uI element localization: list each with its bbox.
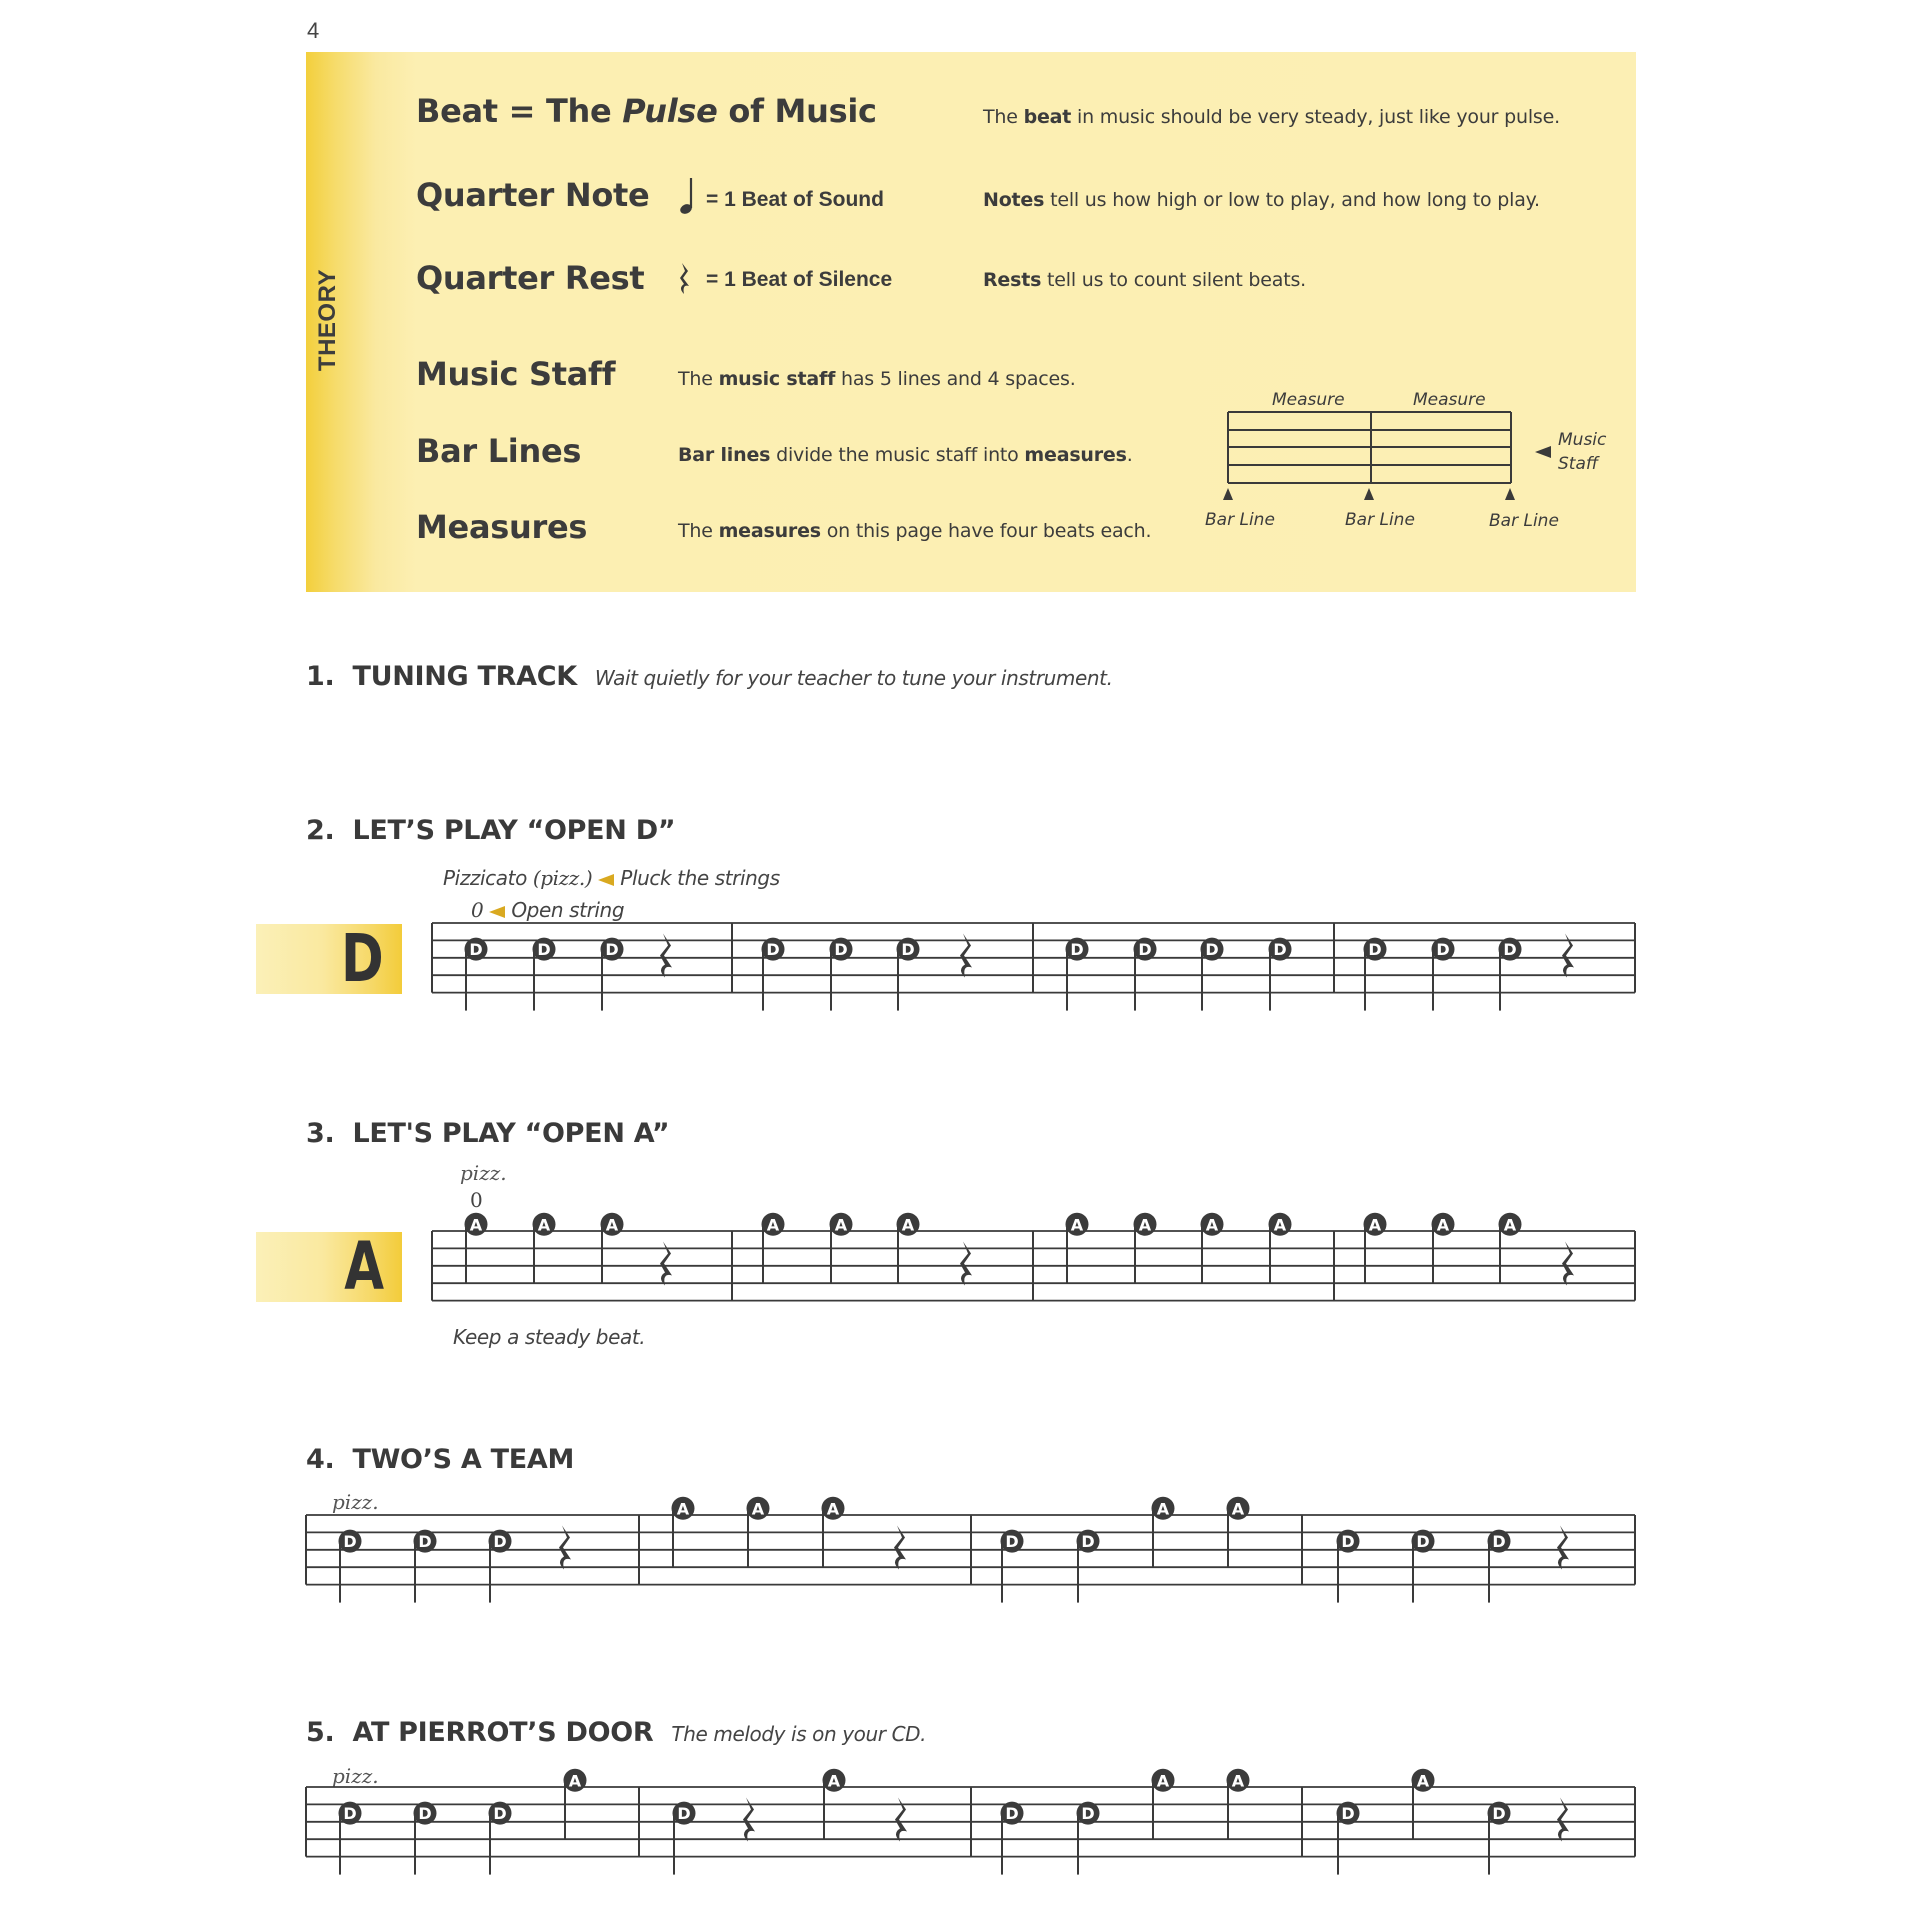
quarter-rest-equals: = 1 Beat of Silence — [706, 268, 893, 291]
note-d — [1488, 1530, 1511, 1603]
svg-text:D: D — [343, 1532, 357, 1552]
theory-term-beat: Beat = The Pulse of Music — [416, 92, 877, 130]
svg-text:D: D — [766, 940, 780, 960]
svg-text:D: D — [1273, 940, 1287, 960]
svg-text:D: D — [1341, 1532, 1355, 1552]
theory-desc-bar-lines: Bar lines divide the music staff into measures. — [678, 444, 1133, 466]
diagram-bar-line-label-2: Bar Line — [1345, 510, 1415, 530]
theory-term-quarter-note: Quarter Note — [416, 176, 650, 214]
svg-text:D: D — [1081, 1532, 1095, 1552]
theory-term-music-staff: Music Staff — [416, 355, 616, 393]
svg-text:D: D — [1005, 1804, 1019, 1824]
svg-text:D: D — [1205, 940, 1219, 960]
svg-text:A: A — [1231, 1499, 1245, 1519]
note-d — [1134, 938, 1157, 1011]
page-number: 4 — [307, 18, 320, 43]
note-d — [601, 938, 624, 1011]
svg-text:D: D — [605, 940, 619, 960]
note-d — [830, 938, 853, 1011]
svg-text:D: D — [834, 940, 848, 960]
svg-text:A: A — [766, 1215, 780, 1235]
svg-text:A: A — [469, 1215, 483, 1235]
steady-beat-note: Keep a steady beat. — [453, 1325, 646, 1349]
svg-text:D: D — [1070, 940, 1084, 960]
svg-text:A: A — [1368, 1215, 1382, 1235]
svg-text:A: A — [1138, 1215, 1152, 1235]
note-d — [1432, 938, 1455, 1011]
exercise-2-staff — [430, 883, 1637, 1033]
svg-text:A: A — [605, 1215, 619, 1235]
theory-tab-label: THEORY — [314, 268, 341, 372]
note-d — [1412, 1530, 1435, 1603]
svg-text:D: D — [1492, 1532, 1506, 1552]
diagram-bar-line-label-1: Bar Line — [1205, 510, 1275, 530]
diagram-bar-line-label-3: Bar Line — [1489, 511, 1559, 531]
svg-text:A: A — [1231, 1771, 1245, 1791]
note-d — [1337, 1530, 1360, 1603]
svg-text:D: D — [418, 1804, 432, 1824]
svg-text:A: A — [1156, 1499, 1170, 1519]
note-d — [897, 938, 920, 1011]
svg-text:A: A — [1416, 1771, 1430, 1791]
svg-text:D: D — [1005, 1532, 1019, 1552]
diagram-measure-label-2: Measure — [1413, 390, 1486, 410]
exercise-3-staff — [430, 1191, 1637, 1341]
quarter-note-equals: = 1 Beat of Sound — [706, 188, 884, 211]
note-d — [1337, 1802, 1360, 1875]
note-d — [1001, 1530, 1024, 1603]
note-d — [1269, 938, 1292, 1011]
note-d — [1066, 938, 1089, 1011]
note-d — [339, 1530, 362, 1603]
note-d — [489, 1802, 512, 1875]
svg-text:D: D — [1081, 1804, 1095, 1824]
theory-term-bar-lines: Bar Lines — [416, 432, 582, 470]
svg-text:A: A — [568, 1771, 582, 1791]
svg-text:D: D — [1341, 1804, 1355, 1824]
svg-text:A: A — [1156, 1771, 1170, 1791]
note-d — [533, 938, 556, 1011]
svg-text:A: A — [751, 1499, 765, 1519]
exercise-5-instruction: The melody is on your CD. — [671, 1722, 927, 1746]
string-tab-d: D — [256, 924, 402, 994]
exercise-1-instruction: Wait quietly for your teacher to tune your instrument. — [594, 666, 1113, 690]
exercise-5-heading: 5. AT PIERROT’S DOOR The melody is on your CD. — [306, 1717, 927, 1748]
svg-text:D: D — [493, 1804, 507, 1824]
svg-text:A: A — [1070, 1215, 1084, 1235]
note-d — [1499, 938, 1522, 1011]
exercise-3-heading: 3. LET'S PLAY “OPEN A” — [306, 1118, 670, 1149]
svg-text:D: D — [418, 1532, 432, 1552]
svg-text:D: D — [1492, 1804, 1506, 1824]
note-d — [673, 1802, 696, 1875]
diagram-measure-label-1: Measure — [1272, 390, 1345, 410]
note-d — [1488, 1802, 1511, 1875]
diagram-staff — [1220, 405, 1540, 505]
note-d — [465, 938, 488, 1011]
open-string-annotation: 0 Open string — [471, 898, 625, 922]
svg-text:A: A — [537, 1215, 551, 1235]
theory-desc-quarter-note: Notes tell us how high or low to play, and how long to play. — [983, 189, 1540, 211]
theory-tab — [313, 268, 343, 372]
exercise-5-staff — [304, 1747, 1637, 1897]
note-d — [414, 1802, 437, 1875]
pizzicato-annotation: Pizzicato (pizz.) Pluck the strings — [443, 866, 780, 890]
exercise-4-staff — [304, 1475, 1637, 1625]
open-string-marking: 0 — [470, 1188, 483, 1212]
pizz-marking: pizz. — [332, 1764, 379, 1788]
staff-pointer-arrow-icon — [1535, 446, 1553, 458]
note-d — [1201, 938, 1224, 1011]
svg-text:D: D — [901, 940, 915, 960]
note-d — [762, 938, 785, 1011]
svg-text:D: D — [677, 1804, 691, 1824]
theory-desc-beat: The beat in music should be very steady, just like your pulse. — [983, 106, 1560, 128]
pizz-marking: pizz. — [332, 1490, 379, 1514]
string-tab-a: A — [256, 1232, 402, 1302]
svg-text:A: A — [1205, 1215, 1219, 1235]
note-d — [1364, 938, 1387, 1011]
note-d — [1077, 1802, 1100, 1875]
quarter-note-icon — [678, 176, 698, 216]
note-d — [414, 1530, 437, 1603]
svg-text:A: A — [1273, 1215, 1287, 1235]
diagram-bar-arrows — [1223, 488, 1515, 500]
svg-text:A: A — [826, 1499, 840, 1519]
pizz-marking: pizz. — [460, 1161, 507, 1185]
svg-text:D: D — [1503, 940, 1517, 960]
svg-text:D: D — [537, 940, 551, 960]
diagram-music-staff-label: Music Staff — [1558, 430, 1607, 474]
svg-text:A: A — [901, 1215, 915, 1235]
svg-text:D: D — [343, 1804, 357, 1824]
exercise-1-heading: 1. TUNING TRACK Wait quietly for your teacher to tune your instrument. — [306, 661, 1113, 692]
theory-desc-music-staff: The music staff has 5 lines and 4 spaces. — [678, 368, 1076, 390]
svg-text:D: D — [1368, 940, 1382, 960]
svg-text:A: A — [827, 1771, 841, 1791]
theory-term-measures: Measures — [416, 508, 588, 546]
svg-text:A: A — [1503, 1215, 1517, 1235]
note-d — [339, 1802, 362, 1875]
note-d — [1077, 1530, 1100, 1603]
theory-desc-measures: The measures on this page have four beats each. — [678, 520, 1152, 542]
quarter-rest-icon — [676, 260, 696, 300]
theory-term-quarter-rest: Quarter Rest — [416, 259, 645, 297]
theory-desc-quarter-rest: Rests tell us to count silent beats. — [983, 269, 1306, 291]
svg-text:A: A — [834, 1215, 848, 1235]
svg-text:D: D — [1436, 940, 1450, 960]
note-d — [489, 1530, 512, 1603]
svg-text:D: D — [1416, 1532, 1430, 1552]
svg-text:D: D — [493, 1532, 507, 1552]
svg-text:A: A — [1436, 1215, 1450, 1235]
note-d — [1001, 1802, 1024, 1875]
svg-text:D: D — [1138, 940, 1152, 960]
svg-text:A: A — [676, 1499, 690, 1519]
svg-text:D: D — [469, 940, 483, 960]
exercise-2-heading: 2. LET’S PLAY “OPEN D” — [306, 815, 676, 846]
exercise-4-heading: 4. TWO’S A TEAM — [306, 1444, 575, 1475]
